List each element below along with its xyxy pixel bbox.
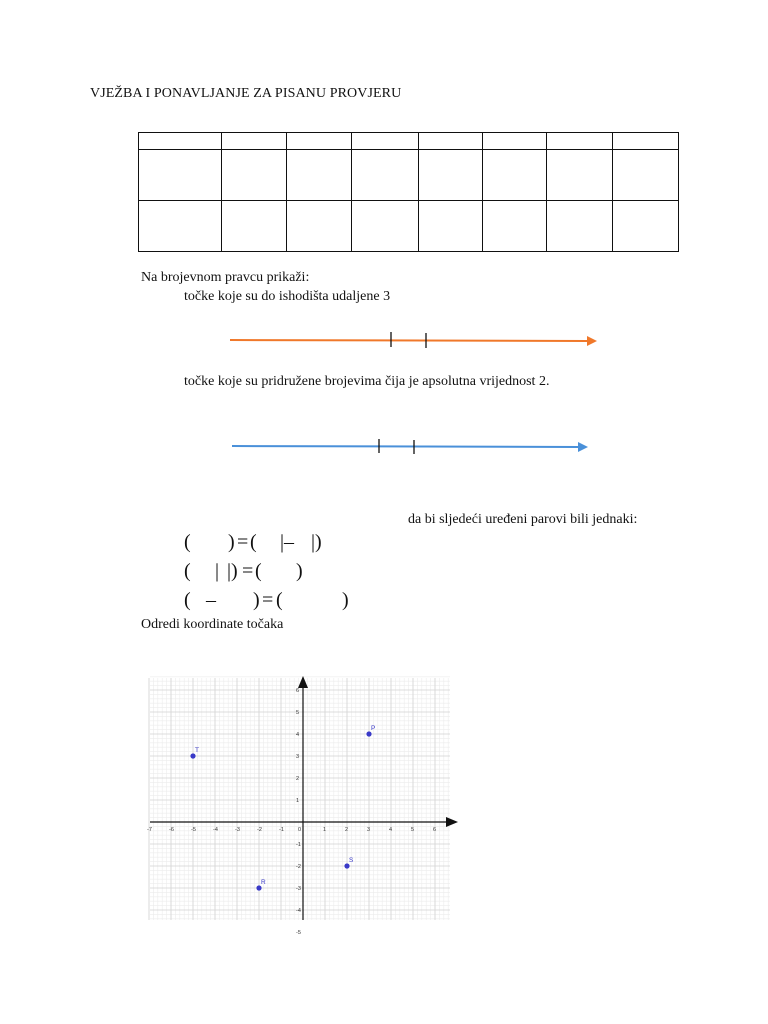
x-tick-label: -7 (147, 827, 152, 833)
table-row (139, 150, 679, 201)
number-line-heading: Na brojevnom pravcu prikaži: (141, 270, 310, 285)
equation-2-abs-close: |) (227, 560, 238, 582)
point-r[interactable] (256, 885, 261, 890)
equation-3-open-paren: ( (184, 589, 191, 611)
number-line-1-arrowhead (587, 336, 597, 346)
table-row (139, 201, 679, 252)
point-p[interactable] (366, 731, 371, 736)
table-cell[interactable] (547, 201, 613, 252)
table-cell[interactable] (222, 201, 287, 252)
pairs-instruction: da bi sljedeći uređeni parovi bili jednaki: (408, 512, 638, 527)
x-tick-label: -1 (279, 827, 284, 833)
table-cell[interactable] (139, 201, 222, 252)
table-cell[interactable] (483, 133, 547, 150)
coordinate-plane[interactable] (147, 676, 460, 936)
number-line-2[interactable] (228, 436, 598, 460)
y-tick-label: 1 (296, 798, 300, 804)
y-tick-label: -3 (296, 886, 301, 892)
y-tick-label: 4 (296, 732, 300, 738)
equation-1-close-paren: ) (228, 531, 235, 553)
table-cell[interactable] (352, 133, 419, 150)
table-cell[interactable] (547, 150, 613, 201)
page-title: VJEŽBA I PONAVLJANJE ZA PISANU PROVJERU (90, 86, 402, 101)
number-line-1[interactable] (225, 328, 605, 352)
number-line-2-axis (232, 446, 578, 447)
grid-lines (149, 677, 450, 920)
point-label-t: T (195, 747, 199, 754)
x-tick-label: 0 (298, 827, 302, 833)
table-cell[interactable] (613, 201, 679, 252)
point-t[interactable] (190, 753, 195, 758)
x-tick-label: -2 (257, 827, 262, 833)
x-tick-label: -3 (235, 827, 240, 833)
equation-1-equals: = (237, 531, 249, 553)
table-cell[interactable] (419, 133, 483, 150)
equation-3-minus: – (206, 589, 216, 611)
table-cell[interactable] (287, 150, 352, 201)
equation-2-close-paren-right: ) (296, 560, 303, 582)
equation-2-equals: = (242, 560, 254, 582)
x-tick-label: -4 (213, 827, 218, 833)
y-tick-label: 3 (296, 754, 300, 760)
table-row (139, 133, 679, 150)
number-line-2-arrowhead (578, 442, 588, 452)
equation-1-open-paren: ( (184, 531, 191, 553)
x-axis-arrowhead (446, 817, 458, 827)
x-tick-label: -5 (191, 827, 196, 833)
x-tick-label: 1 (323, 827, 327, 833)
point-label-r: R (261, 879, 266, 886)
table-cell[interactable] (139, 150, 222, 201)
y-axis-arrowhead (298, 676, 308, 688)
table-cell[interactable] (419, 150, 483, 201)
x-tick-label: 6 (433, 827, 437, 833)
x-tick-label: 3 (367, 827, 371, 833)
point-label-s: S (349, 857, 354, 864)
table-cell[interactable] (483, 201, 547, 252)
point-s[interactable] (344, 863, 349, 868)
y-tick-label: -1 (296, 842, 301, 848)
x-tick-label: 4 (389, 827, 393, 833)
y-tick-label: 6 (296, 688, 300, 694)
equation-2-open-paren: ( (184, 560, 191, 582)
y-tick-label: 5 (296, 710, 300, 716)
equation-2-open-paren-right: ( (255, 560, 262, 582)
coordinates-heading: Odredi koordinate točaka (141, 617, 284, 632)
equation-1-abs-close: |) (311, 531, 322, 553)
table-cell[interactable] (222, 133, 287, 150)
table-cell[interactable] (483, 150, 547, 201)
equation-3-close-paren: ) (253, 589, 260, 611)
table-cell[interactable] (419, 201, 483, 252)
table-cell[interactable] (287, 133, 352, 150)
table-cell[interactable] (547, 133, 613, 150)
table-cell[interactable] (287, 201, 352, 252)
x-tick-label: 5 (411, 827, 415, 833)
number-line-item-1: točke koje su do ishodišta udaljene 3 (184, 289, 391, 304)
table-cell[interactable] (352, 201, 419, 252)
equation-3-equals: = (262, 589, 274, 611)
answer-table (138, 132, 679, 252)
equation-3-open-paren-right: ( (276, 589, 283, 611)
y-tick-label: 2 (296, 776, 300, 782)
point-label-p: P (371, 725, 376, 732)
number-line-item-2: točke koje su pridružene brojevima čija je apsolutna vrijednost 2. (184, 374, 550, 389)
table-cell[interactable] (613, 133, 679, 150)
equation-2-abs-open: | (215, 560, 220, 582)
x-tick-labels (147, 827, 436, 833)
table-cell[interactable] (222, 150, 287, 201)
y-tick-label: -5 (296, 930, 301, 936)
equation-1-abs-minus: |– (280, 531, 295, 553)
number-line-1-axis (230, 340, 587, 341)
equation-1-open-paren-right: ( (250, 531, 257, 553)
x-tick-label: 2 (345, 827, 349, 833)
table-cell[interactable] (613, 150, 679, 201)
table-cell[interactable] (352, 150, 419, 201)
y-tick-label: -2 (296, 864, 301, 870)
y-tick-label: -4 (296, 908, 301, 914)
x-tick-label: -6 (169, 827, 174, 833)
equation-3-close-paren-right: ) (342, 589, 349, 611)
table-cell[interactable] (139, 133, 222, 150)
